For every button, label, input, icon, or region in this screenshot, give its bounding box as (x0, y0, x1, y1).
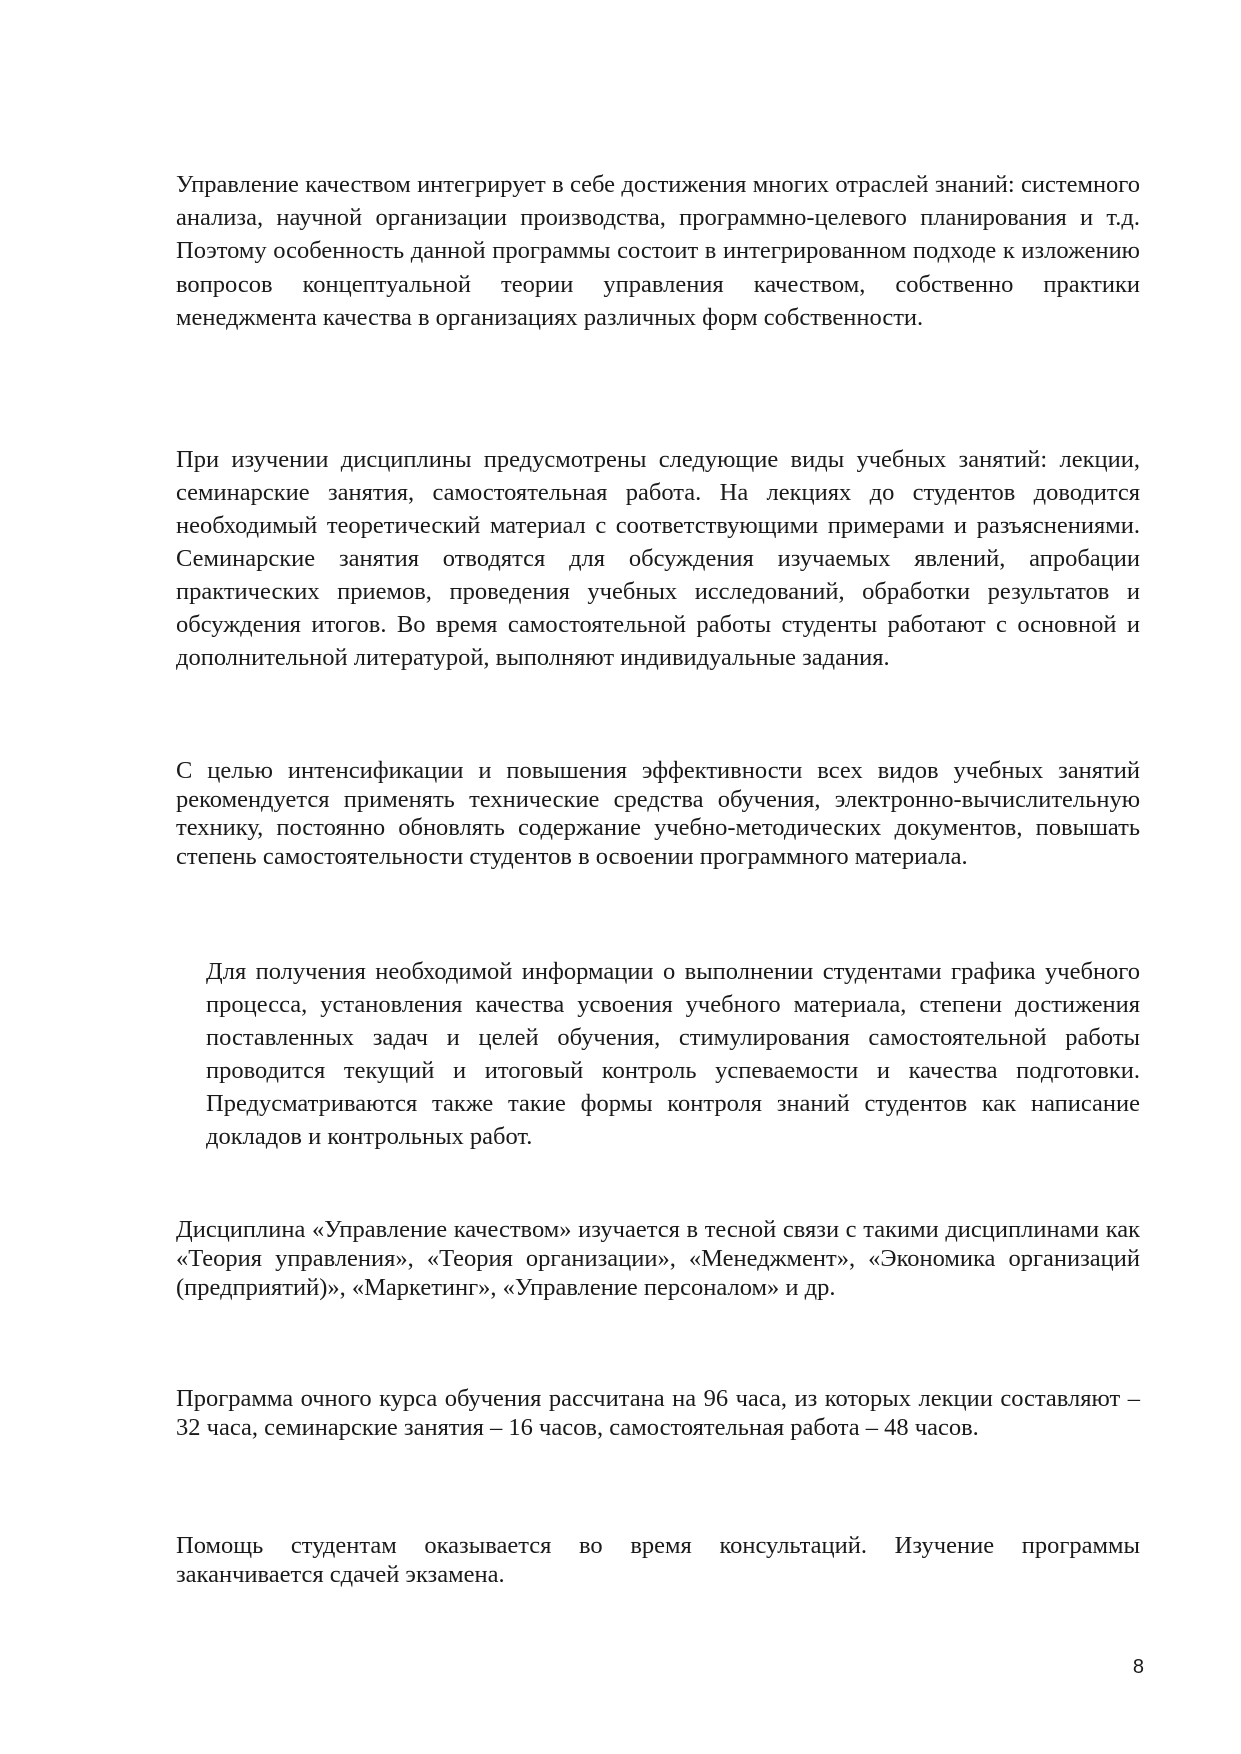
paragraph-related-disciplines: Дисциплина «Управление качеством» изучается в тесной связи с такими дисциплинами как «Теория управления», «Теория организации», «Менеджмент», «Экономика организаций (предприятий)», «Маркетинг», «Управление персоналом» и др. (176, 1216, 1140, 1301)
page-number: 8 (1132, 1656, 1144, 1678)
paragraph-consultations-exam: Помощь студентам оказывается во время консультаций. Изучение программы заканчивается сдачей экзамена. (176, 1532, 1140, 1588)
paragraph-class-types: При изучении дисциплины предусмотрены следующие виды учебных занятий: лекции, семинарские занятия, самостоятельная работа. На лекциях до студентов доводится необходимый теоретический материал с соответствующими примерами и разъяснениями. Семинарские занятия отводятся для обсуждения изучаемых явлений, апробации практических приемов, проведения учебных исследований, обработки результатов и обсуждения итогов. Во время самостоятельной работы студенты работают с основной и дополнительной литературой, выполняют индивидуальные задания. (176, 446, 1140, 671)
paragraph-intensification: С целью интенсификации и повышения эффективности всех видов учебных занятий рекомендуется применять технические средства обучения, электронно-вычислительную технику, постоянно обновлять содержание учебно-методических документов, повышать степень самостоятельности студентов в освоении программного материала. (176, 757, 1140, 870)
paragraph-control-forms: Для получения необходимой информации о выполнении студентами графика учебного процесса, установления качества усвоения учебного материала, степени достижения поставленных задач и целей обучения, стимулирования самостоятельной работы проводится текущий и итоговый контроль успеваемости и качества подготовки. Предусматриваются также такие формы контроля знаний студентов как написание докладов и контрольных работ. (206, 958, 1140, 1150)
paragraph-course-hours: Программа очного курса обучения рассчитана на 96 часа, из которых лекции составляют – 32 часа, семинарские занятия – 16 часов, самостоятельная работа – 48 часов. (176, 1385, 1140, 1441)
paragraph-quality-management-intro: Управление качеством интегрирует в себе достижения многих отраслей знаний: системного анализа, научной организации производства, программно-целевого планирования и т.д. Поэтому особенность данной программы состоит в интегрированном подходе к изложению вопросов концептуальной теории управления качеством, собственно практики менеджмента качества в организациях различных форм собственности. (176, 171, 1140, 331)
